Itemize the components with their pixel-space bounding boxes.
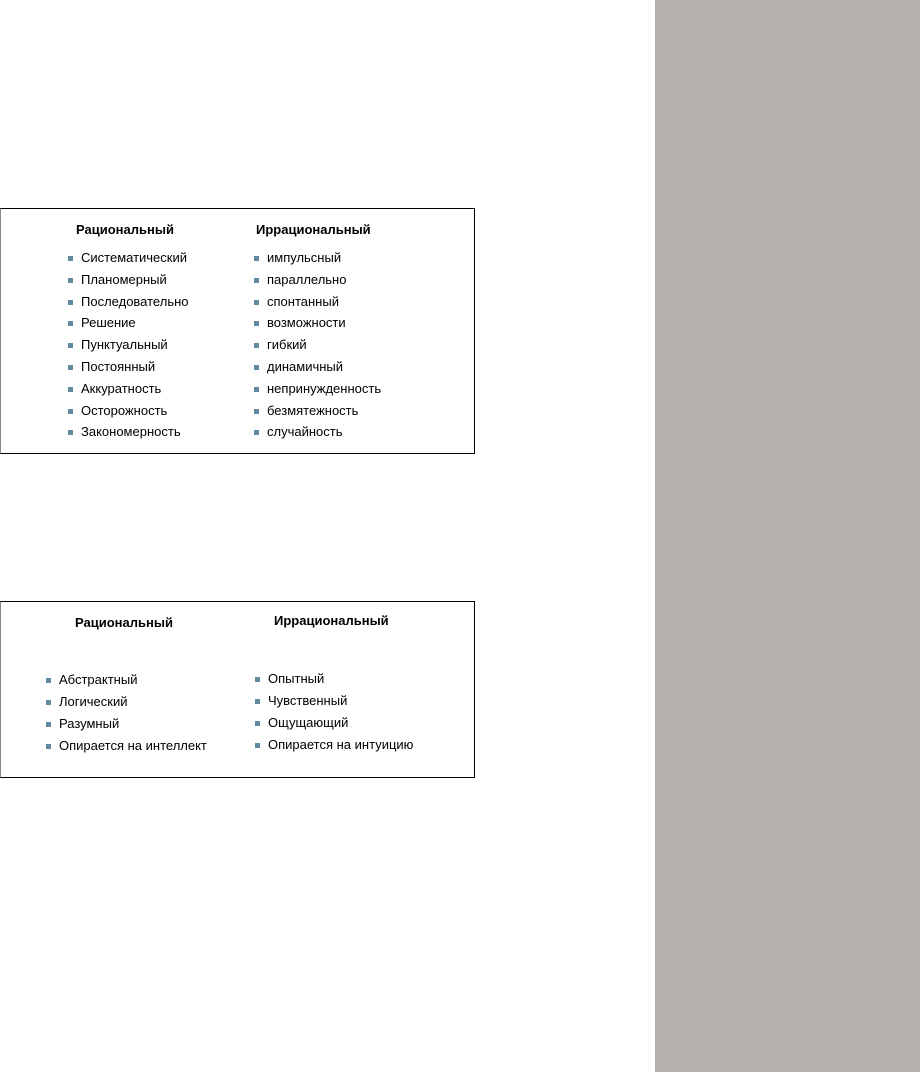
bullet-icon bbox=[254, 300, 259, 305]
bullet-icon bbox=[254, 278, 259, 283]
list-item: Абстрактный bbox=[46, 669, 207, 691]
bullet-icon bbox=[254, 430, 259, 435]
list-item: Последовательно bbox=[68, 291, 189, 313]
list-item: Постоянный bbox=[68, 356, 189, 378]
bullet-icon bbox=[255, 677, 260, 682]
list-item: непринужденность bbox=[254, 378, 381, 400]
bullet-icon bbox=[254, 321, 259, 326]
irrational-heading: Иррациональный bbox=[274, 613, 389, 628]
list-item: Опирается на интеллект bbox=[46, 735, 207, 757]
bullet-icon bbox=[68, 278, 73, 283]
list-item: Ощущающий bbox=[255, 712, 413, 734]
bullet-icon bbox=[68, 387, 73, 392]
bullet-icon bbox=[68, 300, 73, 305]
irrational-heading: Иррациональный bbox=[256, 222, 371, 237]
list-item: Закономерность bbox=[68, 421, 189, 443]
bullet-icon bbox=[255, 721, 260, 726]
list-item: Чувственный bbox=[255, 690, 413, 712]
list-item: Планомерный bbox=[68, 269, 189, 291]
list-item: параллельно bbox=[254, 269, 381, 291]
bullet-icon bbox=[68, 365, 73, 370]
irrational-list bbox=[254, 247, 381, 443]
list-item: спонтанный bbox=[254, 291, 381, 313]
bullet-icon bbox=[46, 722, 51, 727]
list-item: Опирается на интуицию bbox=[255, 734, 413, 756]
list-item: динамичный bbox=[254, 356, 381, 378]
bullet-icon bbox=[254, 256, 259, 261]
bullet-icon bbox=[255, 743, 260, 748]
list-item: Логический bbox=[46, 691, 207, 713]
list-item: Осторожность bbox=[68, 400, 189, 422]
list-item: Опытный bbox=[255, 668, 413, 690]
rational-heading: Рациональный bbox=[76, 222, 174, 237]
irrational-list bbox=[255, 668, 413, 756]
list-item: Решение bbox=[68, 312, 189, 334]
list-item: Аккуратность bbox=[68, 378, 189, 400]
rational-list bbox=[68, 247, 189, 443]
bullet-icon bbox=[68, 409, 73, 414]
list-item: случайность bbox=[254, 421, 381, 443]
list-item: Пунктуальный bbox=[68, 334, 189, 356]
list-item: возможности bbox=[254, 312, 381, 334]
bullet-icon bbox=[254, 387, 259, 392]
rational-list bbox=[46, 669, 207, 757]
rational-heading: Рациональный bbox=[75, 615, 173, 630]
bullet-icon bbox=[254, 409, 259, 414]
bullet-icon bbox=[68, 430, 73, 435]
sidebar-panel bbox=[655, 0, 920, 1072]
list-item: Разумный bbox=[46, 713, 207, 735]
bullet-icon bbox=[46, 700, 51, 705]
bullet-icon bbox=[254, 343, 259, 348]
bullet-icon bbox=[68, 256, 73, 261]
bullet-icon bbox=[254, 365, 259, 370]
bullet-icon bbox=[68, 343, 73, 348]
bullet-icon bbox=[68, 321, 73, 326]
comparison-table-2 bbox=[0, 601, 475, 778]
bullet-icon bbox=[46, 678, 51, 683]
list-item: безмятежность bbox=[254, 400, 381, 422]
bullet-icon bbox=[255, 699, 260, 704]
list-item: гибкий bbox=[254, 334, 381, 356]
comparison-table-1 bbox=[0, 208, 475, 454]
list-item: Систематический bbox=[68, 247, 189, 269]
list-item: импульсный bbox=[254, 247, 381, 269]
bullet-icon bbox=[46, 744, 51, 749]
